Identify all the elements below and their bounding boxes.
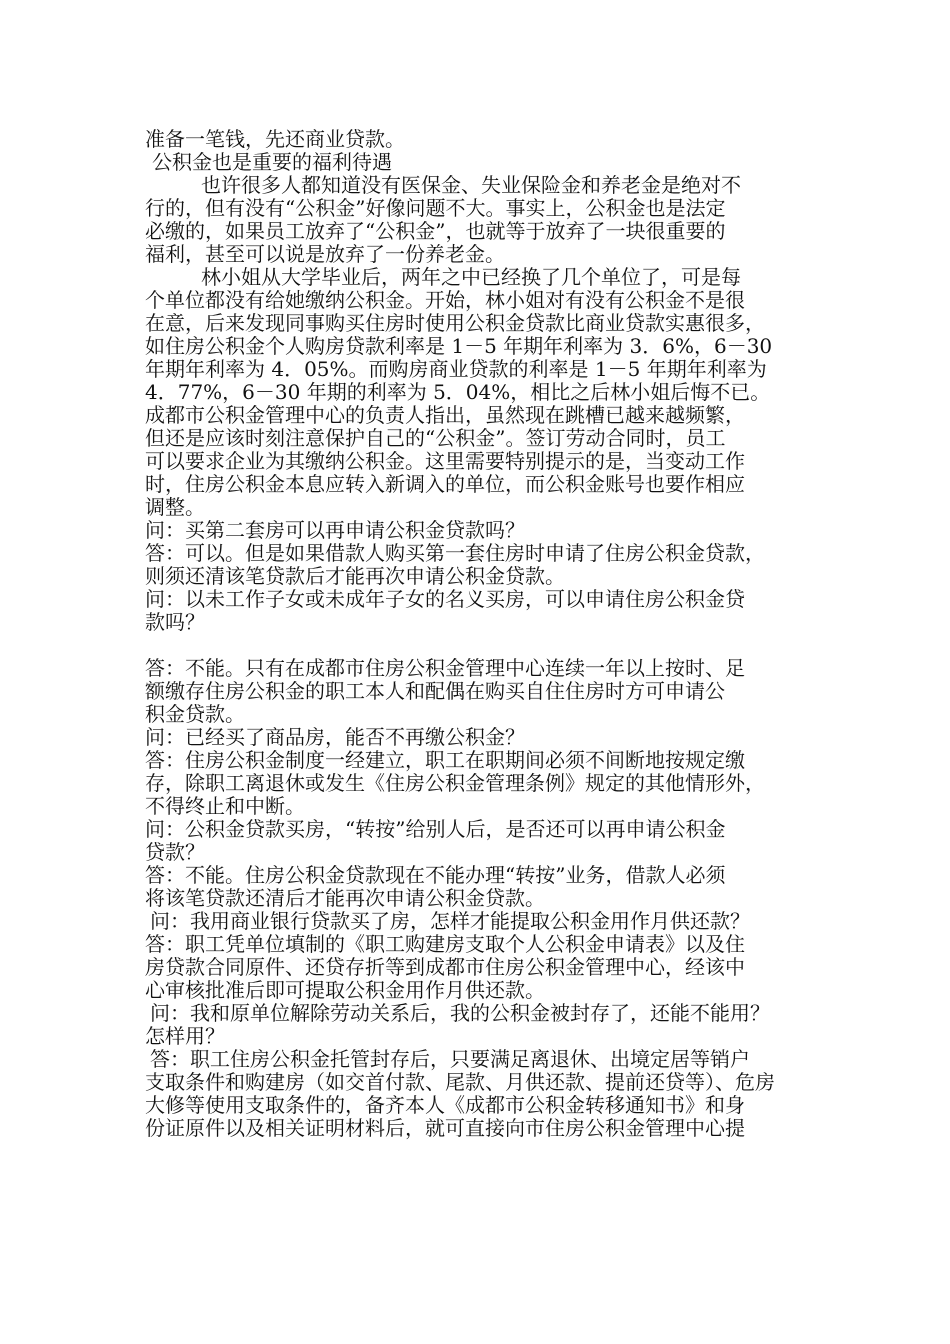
section-heading: 公积金也是重要的福利待遇	[152, 150, 392, 174]
text-line: 如住房公积金个人购房贷款利率是 1－5 年期年利率为 3．6%，6－30	[145, 334, 773, 358]
question-line: 问：公积金贷款买房，“转按”给别人后，是否还可以再申请公积金	[145, 817, 726, 841]
text-line: 成都市公积金管理中心的负责人指出，虽然现在跳槽已越来越频繁，	[145, 403, 745, 427]
answer-line: 答：可以。但是如果借款人购买第一套住房时申请了住房公积金贷款，	[145, 541, 765, 565]
text-line: 调整。	[145, 495, 205, 519]
text-line: 时，住房公积金本息应转入新调入的单位，而公积金账号也要作相应	[145, 472, 745, 496]
text-line: 4．77%，6－30 年期的利率为 5．04%，相比之后林小姐后悔不已。	[145, 380, 771, 404]
text-line: 积金贷款。	[145, 702, 245, 726]
question-line: 问：以未工作子女或未成年子女的名义买房，可以申请住房公积金贷	[145, 587, 745, 611]
question-line: 问：我和原单位解除劳动关系后，我的公积金被封存了，还能不能用？	[150, 1001, 770, 1025]
text-line: 福利，甚至可以说是放弃了一份养老金。	[145, 242, 505, 266]
text-line: 可以要求企业为其缴纳公积金。这里需要特别提示的是，当变动工作	[145, 449, 745, 473]
text-line: 不得终止和中断。	[145, 794, 305, 818]
answer-line: 答：不能。只有在成都市住房公积金管理中心连续一年以上按时、足	[145, 656, 745, 680]
text-line: 大修等使用支取条件的，备齐本人《成都市公积金转移通知书》和身	[145, 1093, 745, 1117]
text-line: 在意，后来发现同事购买住房时使用公积金贷款比商业贷款实惠很多，	[145, 311, 765, 335]
question-line: 问：已经买了商品房，能否不再缴公积金？	[145, 725, 525, 749]
text-line: 额缴存住房公积金的职工本人和配偶在购买自住住房时方可申请公	[145, 679, 725, 703]
text-line: 但还是应该时刻注意保护自己的“公积金”。签订劳动合同时，员工	[145, 426, 726, 450]
text-line: 行的，但有没有“公积金”好像问题不大。事实上，公积金也是法定	[145, 196, 726, 220]
question-line: 问：我用商业银行贷款买了房，怎样才能提取公积金用作月供还款？	[150, 909, 750, 933]
text-line: 存，除职工离退休或发生《住房公积金管理条例》规定的其他情形外，	[145, 771, 765, 795]
text-line: 心审核批准后即可提取公积金用作月供还款。	[145, 978, 545, 1002]
text-line: 份证原件以及相关证明材料后，就可直接向市住房公积金管理中心提	[145, 1116, 745, 1140]
text-line: 年期年利率为 4．05%。而购房商业贷款的利率是 1－5 年期年利率为	[145, 357, 767, 381]
blank-line	[145, 634, 825, 657]
document-body	[145, 128, 825, 1140]
text-line: 准备一笔钱，先还商业贷款。	[145, 127, 405, 151]
answer-line: 答：不能。住房公积金贷款现在不能办理“转按”业务，借款人必须	[145, 863, 726, 887]
answer-line: 答：住房公积金制度一经建立，职工在职期间必须不间断地按规定缴	[145, 748, 745, 772]
answer-line: 答：职工住房公积金托管封存后，只要满足离退休、出境定居等销户	[150, 1047, 750, 1071]
text-line: 将该笔贷款还清后才能再次申请公积金贷款。	[145, 886, 545, 910]
text-line: 必缴的，如果员工放弃了“公积金”，也就等于放弃了一块很重要的	[145, 219, 726, 243]
text-line: 房贷款合同原件、还贷存折等到成都市住房公积金管理中心，经该中	[145, 955, 745, 979]
paragraph-start: 也许很多人都知道没有医保金、失业保险金和养老金是绝对不	[201, 173, 741, 197]
text-line: 款吗？	[145, 610, 205, 634]
text-line: 怎样用？	[145, 1024, 225, 1048]
text-line: 则须还清该笔贷款后才能再次申请公积金贷款。	[145, 564, 565, 588]
question-line: 问：买第二套房可以再申请公积金贷款吗？	[145, 518, 525, 542]
text-line: 贷款？	[145, 840, 205, 864]
text-line: 个单位都没有给她缴纳公积金。开始，林小姐对有没有公积金不是很	[145, 288, 745, 312]
text-line: 支取条件和购建房（如交首付款、尾款、月供还款、提前还贷等）、危房	[145, 1070, 775, 1094]
paragraph-start: 林小姐从大学毕业后，两年之中已经换了几个单位了，可是每	[201, 265, 741, 289]
answer-line: 答：职工凭单位填制的《职工购建房支取个人公积金申请表》以及住	[145, 932, 745, 956]
